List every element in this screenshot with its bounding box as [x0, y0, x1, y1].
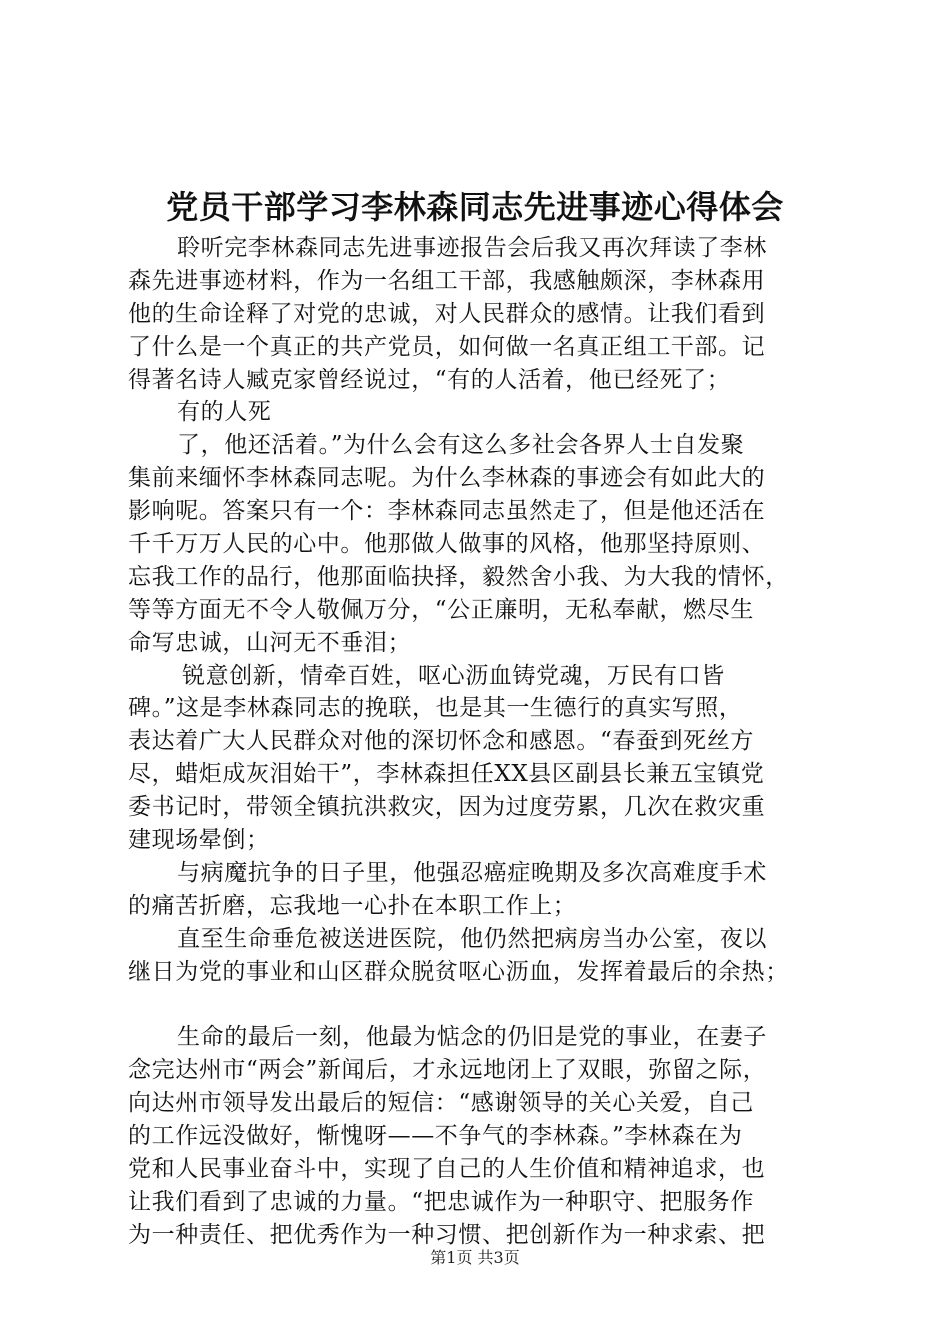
text-line: 得著名诗人臧克家曾经说过，“有的人活着，他已经死了；	[128, 366, 731, 393]
text-line: 尽，蜡炬成灰泪始干”，李林森担任XX县区副县长兼五宝镇党	[128, 761, 765, 788]
text-line: 让我们看到了忠诚的力量。“把忠诚作为一种职守、把服务作	[128, 1188, 754, 1215]
text-line: 了，他还活着。”为什么会有这么多社会各界人士自发聚	[177, 432, 745, 459]
text-line: 向达州市领导发出最后的短信：“感谢领导的关心关爱，自己	[128, 1090, 754, 1117]
page-footer: 第1页 共3页	[430, 1248, 520, 1267]
text-line: 千千万万人民的心中。他那做人做事的风格，他那坚持原则、	[128, 531, 766, 558]
text-line: 聆听完李林森同志先进事迹报告会后我又再次拜读了李林	[177, 235, 767, 261]
page-title: 党员干部学习李林森同志先进事迹心得体会	[166, 188, 784, 226]
document-body	[128, 232, 834, 1252]
text-line: 念完达州市“两会”新闻后，才永远地闭上了双眼，弥留之际，	[128, 1057, 767, 1084]
text-line: 与病魔抗争的日子里，他强忍癌症晚期及多次高难度手术	[177, 859, 767, 886]
text-line: 建现场晕倒；	[128, 827, 270, 854]
text-line: 党和人民事业奋斗中，实现了自己的人生价值和精神追求，也	[128, 1156, 766, 1183]
text-line: 森先进事迹材料，作为一名组工干部，我感触颇深，李林森用	[128, 267, 766, 294]
text-line: 继日为党的事业和山区群众脱贫呕心沥血，发挥着最后的余热；	[128, 958, 789, 985]
text-line: 了什么是一个真正的共产党员，如何做一名真正组工干部。记	[128, 333, 766, 360]
text-line: 有的人死	[177, 399, 272, 426]
text-line: 忘我工作的品行，他那面临抉择，毅然舍小我、为大我的情怀，	[128, 563, 789, 590]
text-line: 的痛苦折磨，忘我地一心扑在本职工作上；	[128, 892, 577, 919]
text-line: 影响呢。答案只有一个：李林森同志虽然走了，但是他还活在	[128, 498, 766, 525]
text-line: 生命的最后一刻，他最为惦念的仍旧是党的事业，在妻子	[177, 1024, 767, 1051]
text-line: 集前来缅怀李林森同志呢。为什么李林森的事迹会有如此大的	[128, 465, 766, 492]
text-line: 直至生命垂危被送进医院，他仍然把病房当办公室，夜以	[177, 925, 767, 952]
text-line: 委书记时，带领全镇抗洪救灾，因为过度劳累，几次在救灾重	[128, 794, 766, 821]
text-line: 锐意创新，情牵百姓，呕心沥血铸党魂，万民有口皆	[182, 662, 725, 689]
text-line: 碑。”这是李林森同志的挽联，也是其一生德行的真实写照，	[128, 695, 743, 722]
text-line: 表达着广大人民群众对他的深切怀念和感恩。“春蚕到死丝方	[128, 728, 754, 755]
blank-line	[128, 988, 834, 1021]
text-line: 的工作远没做好，惭愧呀——不争气的李林森。”李林森在为	[128, 1123, 743, 1150]
text-line: 命写忠诚，山河无不垂泪；	[128, 629, 412, 656]
text-line: 他的生命诠释了对党的忠诚，对人民群众的感情。让我们看到	[128, 300, 766, 327]
text-line: 为一种责任、把优秀作为一种习惯、把创新作为一种求索、把	[128, 1221, 766, 1248]
text-line: 等等方面无不令人敬佩万分，“公正廉明，无私奉献，燃尽生	[128, 596, 754, 623]
